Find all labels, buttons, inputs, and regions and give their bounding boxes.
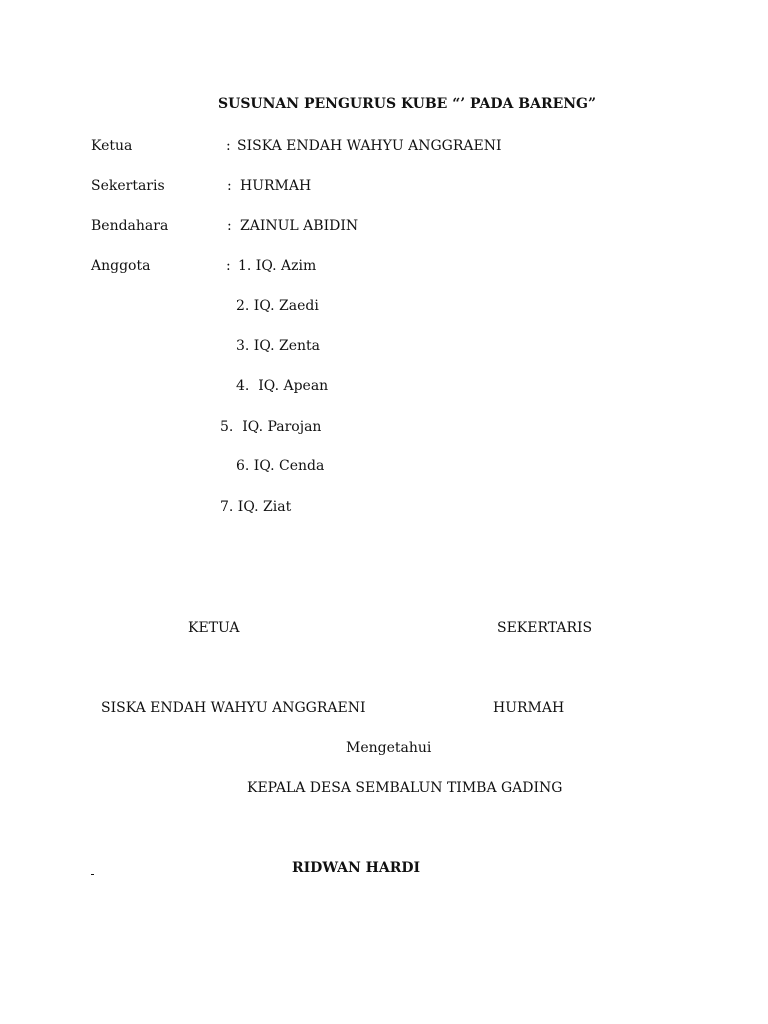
acknowledged-label: Mengetahui	[346, 740, 432, 756]
role-label-bendahara: Bendahara	[91, 218, 169, 234]
member-list-item: 6. IQ. Cenda	[236, 458, 325, 474]
signature-role-ketua: KETUA	[188, 620, 240, 636]
role-label-sekertaris: Sekertaris	[91, 178, 165, 194]
member-list-item: 3. IQ. Zenta	[236, 338, 321, 354]
document-title: SUSUNAN PENGURUS KUBE “’ PADA BARENG”	[218, 96, 597, 112]
officer-name-bendahara: ZAINUL ABIDIN	[240, 218, 359, 234]
member-list-item: 2. IQ. Zaedi	[236, 298, 319, 314]
signature-name-ketua: SISKA ENDAH WAHYU ANGGRAENI	[101, 700, 366, 716]
separator-colon: :	[227, 218, 232, 234]
signature-role-sekertaris: SEKERTARIS	[497, 620, 593, 636]
separator-colon: :	[226, 138, 231, 154]
village-head-title: KEPALA DESA SEMBALUN TIMBA GADING	[247, 780, 563, 796]
village-head-name: RIDWAN HARDI	[292, 860, 421, 876]
officer-name-ketua: SISKA ENDAH WAHYU ANGGRAENI	[237, 138, 502, 154]
separator-colon: :	[226, 258, 231, 274]
role-label-ketua: Ketua	[91, 138, 133, 154]
member-list-item: 1. IQ. Azim	[238, 258, 317, 274]
member-list-item: 7. IQ. Ziat	[220, 499, 292, 515]
officer-name-sekertaris: HURMAH	[240, 178, 312, 194]
member-list-item: 4. IQ. Apean	[236, 378, 329, 394]
separator-colon: :	[227, 178, 232, 194]
signature-name-sekertaris: HURMAH	[493, 700, 565, 716]
member-list-item: 5. IQ. Parojan	[220, 419, 322, 435]
role-label-anggota: Anggota	[91, 258, 151, 274]
stray-dash-mark	[91, 874, 94, 875]
